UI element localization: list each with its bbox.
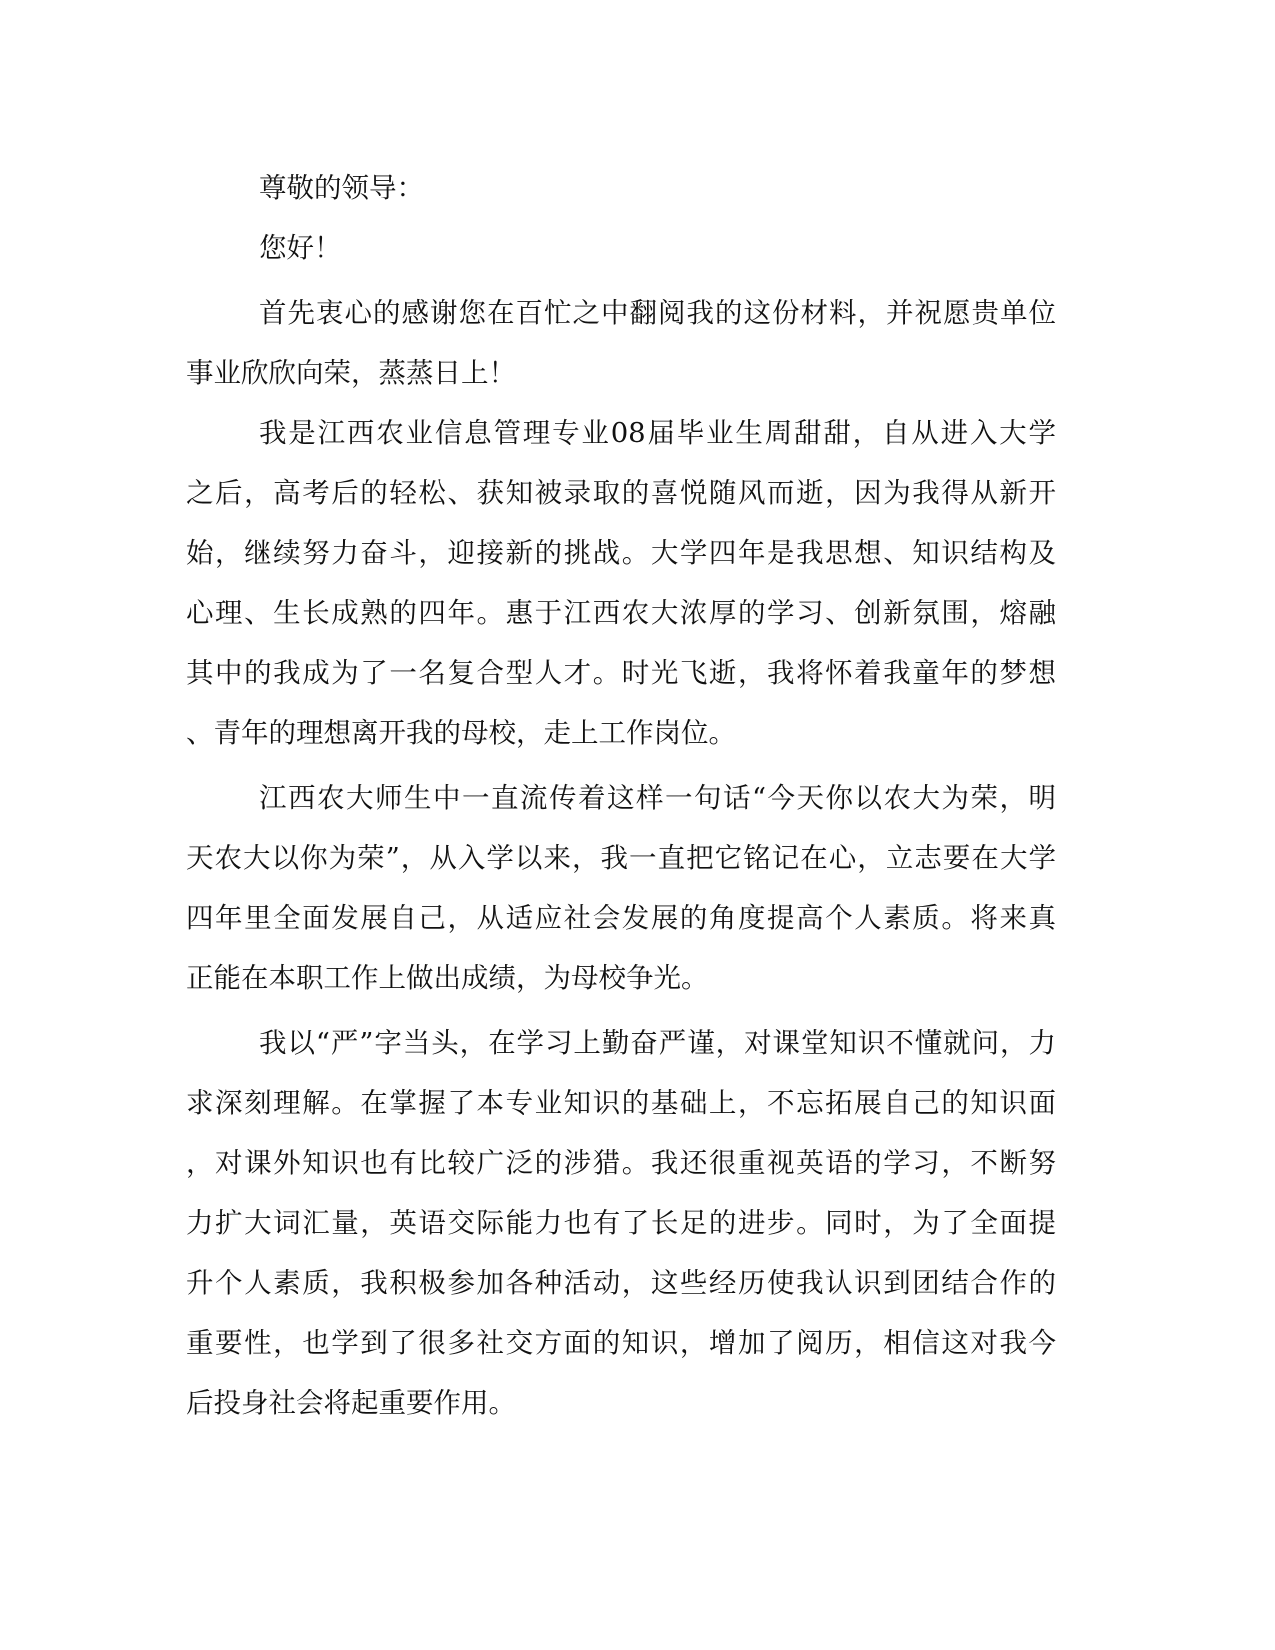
paragraph-line: 其中的我成为了一名复合型人才。时光飞逝，我将怀着我童年的梦想 (186, 657, 1056, 689)
paragraph-line: 江西农大师生中一直流传着这样一句话“今天你以农大为荣，明 (259, 782, 1056, 814)
paragraph-line: 事业欣欣向荣，蒸蒸日上！ (186, 357, 516, 389)
paragraph-line: 后投身社会将起重要作用。 (186, 1387, 516, 1419)
paragraph-line: 天农大以你为荣”，从入学以来，我一直把它铭记在心，立志要在大学 (186, 842, 1056, 874)
paragraph-line: 升个人素质，我积极参加各种活动，这些经历使我认识到团结合作的 (186, 1267, 1056, 1299)
paragraph-line: 正能在本职工作上做出成绩，为母校争光。 (186, 962, 709, 994)
paragraph-line: 心理、生长成熟的四年。惠于江西农大浓厚的学习、创新氛围，熔融 (186, 597, 1056, 629)
paragraph-line: 力扩大词汇量，英语交际能力也有了长足的进步。同时，为了全面提 (186, 1207, 1056, 1239)
paragraph-line: 四年里全面发展自己，从适应社会发展的角度提高个人素质。将来真 (186, 902, 1056, 934)
greeting: 您好！ (259, 232, 342, 264)
salutation: 尊敬的领导： (259, 172, 424, 204)
paragraph-line: 我以“严”字当头，在学习上勤奋严谨，对课堂知识不懂就问，力 (259, 1027, 1056, 1059)
paragraph-line: 求深刻理解。在掌握了本专业知识的基础上，不忘拓展自己的知识面 (186, 1087, 1056, 1119)
paragraph-line: ，对课外知识也有比较广泛的涉猎。我还很重视英语的学习，不断努 (186, 1147, 1056, 1179)
paragraph-line: 之后，高考后的轻松、获知被录取的喜悦随风而逝，因为我得从新开 (186, 477, 1056, 509)
paragraph-line: 重要性，也学到了很多社交方面的知识，增加了阅历，相信这对我今 (186, 1327, 1056, 1359)
paragraph-line: 、青年的理想离开我的母校，走上工作岗位。 (186, 717, 736, 749)
paragraph-line: 首先衷心的感谢您在百忙之中翻阅我的这份材料，并祝愿贵单位 (259, 297, 1056, 329)
paragraph-line: 始，继续努力奋斗，迎接新的挑战。大学四年是我思想、知识结构及 (186, 537, 1056, 569)
paragraph-line: 我是江西农业信息管理专业08届毕业生周甜甜，自从进入大学 (259, 417, 1056, 449)
